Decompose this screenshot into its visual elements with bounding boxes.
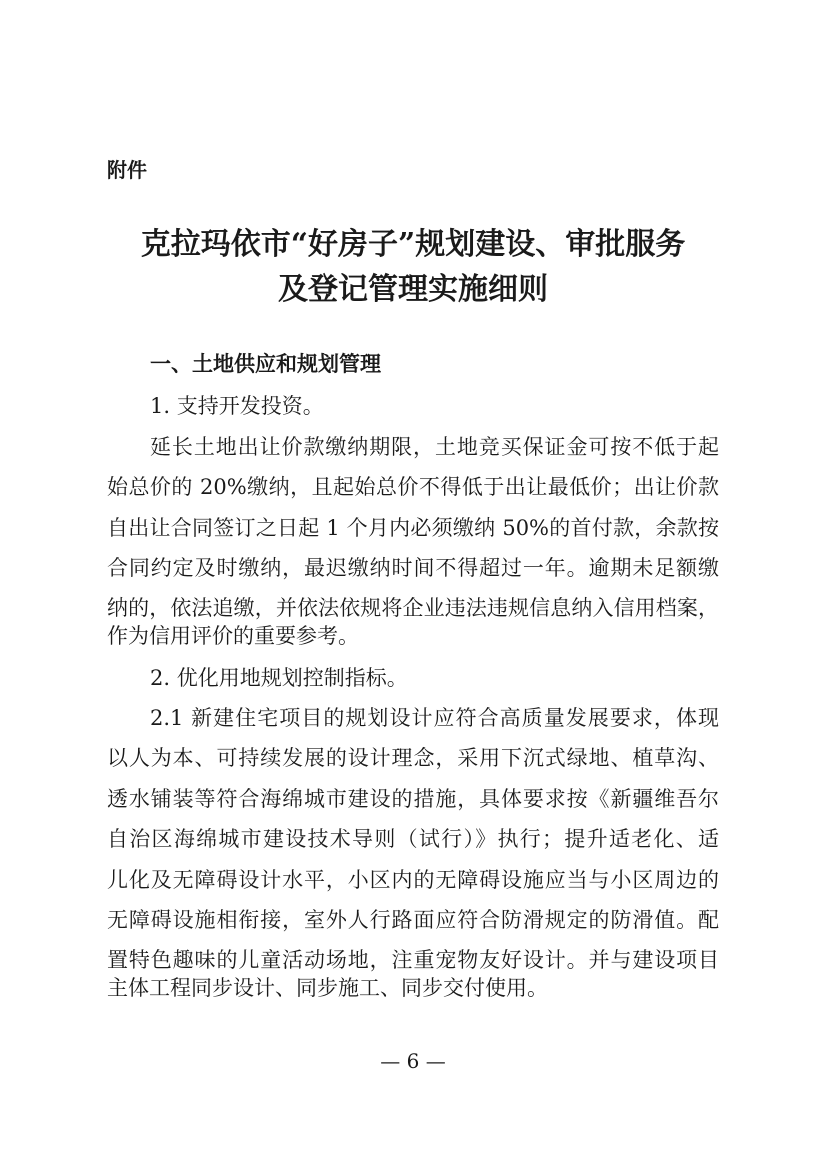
document-title-line-1: 克拉玛依市“好房子”规划建设、审批服务 <box>140 227 686 262</box>
paragraph-line: 自治区海绵城市建设技术导则（试行）》执行；提升适老化、适 <box>107 827 719 851</box>
page-number: — 6 — <box>380 1049 446 1073</box>
paragraph-line: 置特色趣味的儿童活动场地，注重宠物友好设计。并与建设项目 <box>107 948 719 972</box>
paragraph-line: 以人为本、可持续发展的设计理念，采用下沉式绿地、植草沟、 <box>107 746 719 770</box>
paragraph-line: 纳的，依法追缴，并依法依规将企业违法违规信息纳入信用档案， <box>107 596 719 620</box>
paragraph-line: 儿化及无障碍设计水平，小区内的无障碍设施应当与小区周边的 <box>107 868 719 892</box>
document-title-line-2: 及登记管理实施细则 <box>278 272 548 307</box>
paragraph-line: 延长土地出让价款缴纳期限，土地竞买保证金可按不低于起 <box>150 435 719 459</box>
attachment-label: 附件 <box>107 158 147 182</box>
paragraph-line: 自出让合同签订之日起 1 个月内必须缴纳 50%的首付款，余款按 <box>107 516 719 540</box>
paragraph-line: 无障碍设施相衔接，室外人行路面应符合防滑规定的防滑值。配 <box>107 908 719 932</box>
item-heading-land-planning: 2. 优化用地规划控制指标。 <box>150 666 408 690</box>
item-heading-investment: 1. 支持开发投资。 <box>150 394 324 418</box>
paragraph-line: 2.1 新建住宅项目的规划设计应符合高质量发展要求，体现 <box>150 706 719 730</box>
paragraph-line: 合同约定及时缴纳，最迟缴纳时间不得超过一年。逾期未足额缴 <box>107 556 719 580</box>
paragraph-line: 透水铺装等符合海绵城市建设的措施，具体要求按《新疆维吾尔 <box>107 787 719 811</box>
paragraph-line: 始总价的 20%缴纳，且起始总价不得低于出让最低价；出让价款 <box>107 475 719 499</box>
paragraph-line: 作为信用评价的重要参考。 <box>107 624 359 648</box>
paragraph-line: 主体工程同步设计、同步施工、同步交付使用。 <box>107 976 548 1000</box>
section-heading-land-supply: 一、土地供应和规划管理 <box>150 352 381 376</box>
